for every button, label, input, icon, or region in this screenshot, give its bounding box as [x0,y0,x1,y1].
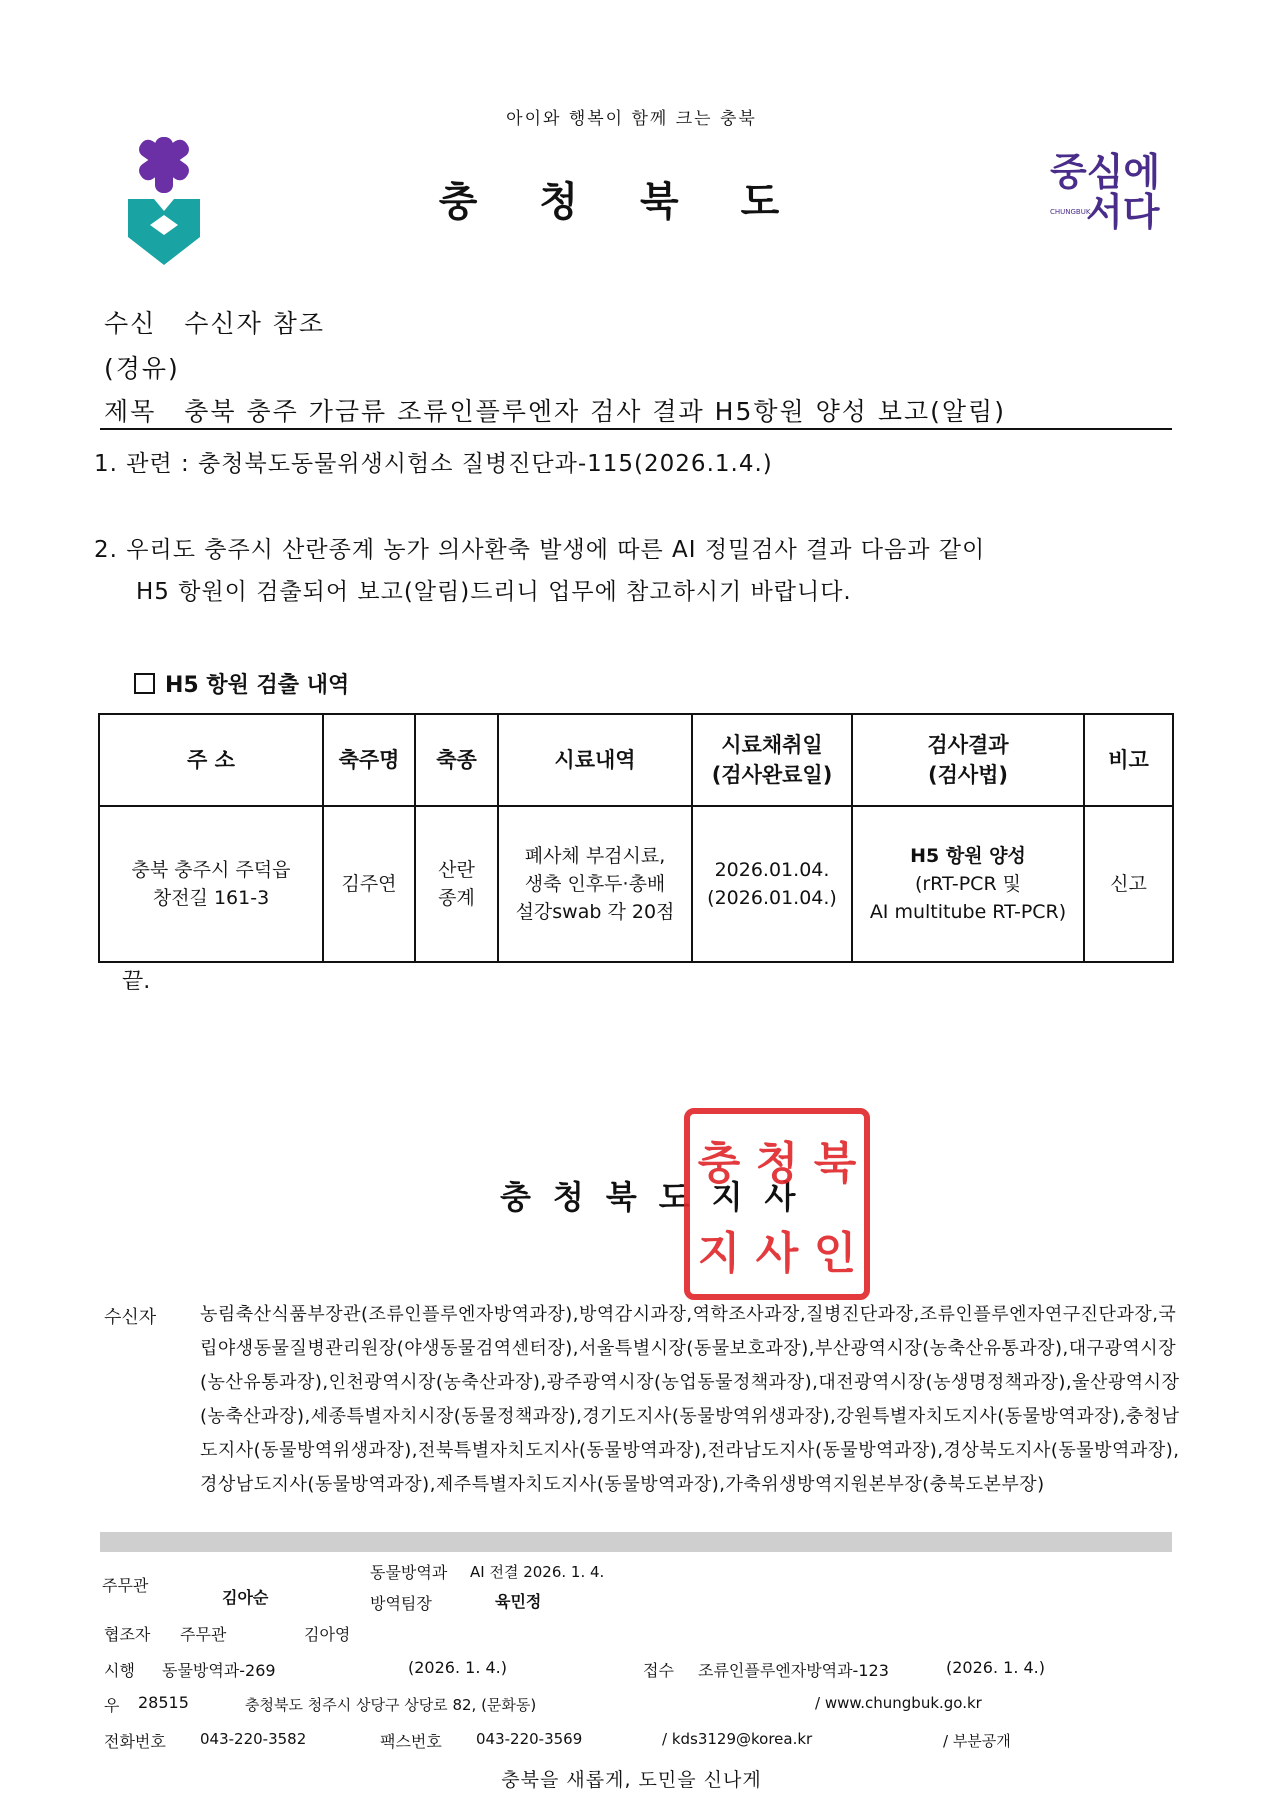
recipient-value: 수신자 참조 [184,309,325,338]
item-2-line1: 2. 우리도 충주시 산란종계 농가 의사환축 발생에 따른 AI 정밀검사 결과 다음과 같이 [94,537,986,563]
chungbuk-emblem-logo [128,137,200,267]
disclosure: / 부분공개 [943,1732,1011,1750]
fax: 043-220-3569 [476,1730,583,1748]
recv-label: 접수 [643,1661,674,1680]
header-date [692,714,852,806]
stamp-char: 지 [697,1228,741,1279]
exec-label: 시행 [104,1661,135,1680]
recv-date: (2026. 1. 4.) [946,1658,1045,1677]
result-line2: (rRT-PCR 및 [914,873,1022,895]
recipients-label: 수신자 [104,1307,157,1328]
header-result [852,714,1084,806]
result-line1: H5 항원 양성 [910,845,1026,867]
section-title [134,668,349,699]
subject-value: 충북 충주 가금류 조류인플루엔자 검사 결과 H5항원 양성 보고(알림) [184,397,1006,426]
dept-label: 동물방역과 [370,1563,448,1582]
header-owner: 축주명 [323,714,415,806]
species-line1: 산란 [438,859,475,881]
cell-sample [498,806,692,962]
sample-line1: 폐사체 부검시료, [524,845,666,867]
coop-name: 김아영 [304,1625,351,1644]
recipient-label: 수신 [104,309,157,338]
date-line2: (2026.01.04.) [707,887,837,909]
recv-value: 조류인플루엔자방역과-123 [698,1661,889,1680]
sample-line3: 설강swab 각 20점 [515,901,675,923]
header-note: 비고 [1084,714,1173,806]
footer-slogan: 충북을 새롭게, 도민을 신나게 [501,1769,762,1791]
slogan-logo [1050,152,1170,248]
fax-label: 팩스번호 [380,1732,442,1751]
species-line2: 종계 [438,887,475,909]
exec-date: (2026. 1. 4.) [408,1658,507,1677]
recipient-line [104,304,325,340]
coop-label: 협조자 [104,1625,151,1644]
stamp-char: 충 [697,1138,741,1189]
header-result-line1: 검사결과 [927,733,1009,757]
via-line: (경유) [104,354,180,383]
signatory-name: 충청북도지사 [500,1178,818,1216]
address-line1: 충북 충주시 주덕읍 [131,859,291,881]
team-name: 육민정 [495,1592,542,1611]
header-date-line2: (검사완료일) [711,763,833,787]
website-link[interactable]: / www.chungbuk.go.kr [815,1694,982,1712]
item-2-line2: H5 항원이 검출되어 보고(알림)드리니 업무에 참고하시기 바랍니다. [136,579,852,605]
address-line2: 창전길 161-3 [152,887,270,909]
header-divider [100,428,1172,430]
ai-approval: AI 전결 2026. 1. 4. [470,1563,605,1581]
cell-owner: 김주연 [323,806,415,962]
team-label: 방역팀장 [370,1594,432,1613]
footer-divider [100,1532,1172,1552]
cell-result [852,806,1084,962]
end-mark: 끝. [122,969,151,994]
recipients-text: 농림축산식품부장관(조류인플루엔자방역과장),방역감시과장,역학조사과장,질병진단과장,조류인플루엔자연구진단과장,국립야생동물질병관리원장(야생동물검역센터장),서울특별시장(동물보호과장),부산광역시장(농축산유통과장),대구광역시장(농산유통과장),인천광역시장(농축산과장),광주광역시장(농업동물정책과장),대전광역시장(농생명정책과장),울산광역시장(농축산과장),세종특별자치시장(동물정책과장),경기도지사(동물방역위생과장),강원특별자치도지사(동물방역과장),충청남도지사(동물방역위생과장),전북특별자치도지사(동물방역과장),전라남도지사(동물방역과장),경상북도지사(동물방역과장),경상남도지사(동물방역과장),제주특별자치도지사(동물방역과장),가축위생방역지원본부장(충북도본부장) [200,1304,1180,1495]
header-species: 축종 [415,714,498,806]
slogan-logo-line1: 중심에 [1050,150,1161,194]
official-seal-stamp [684,1108,870,1300]
header-result-line2: (검사법) [927,763,1009,787]
cell-date [692,806,852,962]
stamp-char: 북 [813,1138,857,1189]
stamp-char: 사 [755,1228,799,1279]
subject-line [104,392,1006,428]
slogan-logo-small: CHUNGBUK [1050,208,1091,216]
header-date-line1: 시료채취일 [721,733,823,757]
coop-role: 주무관 [180,1625,227,1644]
checkbox-square-icon [134,673,155,694]
post-code: 28515 [138,1693,189,1712]
results-table [98,713,1174,963]
email-link[interactable]: / kds3129@korea.kr [662,1730,813,1748]
officer-name: 김아순 [222,1588,269,1607]
post-label: 우 [104,1696,120,1715]
sample-line2: 생축 인후두·총배 [524,873,666,895]
stamp-char: 청 [755,1138,799,1189]
result-line3: AI multitube RT-PCR) [869,901,1067,923]
slogan-logo-line2: 서다 [1086,190,1160,234]
motto: 아이와 행복이 함께 크는 충북 [506,109,757,129]
phone: 043-220-3582 [200,1730,307,1748]
section-title-text: H5 항원 검출 내역 [165,673,350,698]
stamp-char: 인 [813,1228,857,1279]
address: 충청북도 청주시 상당구 상당로 82, (문화동) [245,1696,537,1714]
phone-label: 전화번호 [104,1732,166,1751]
cell-note: 신고 [1084,806,1173,962]
header-address: 주 소 [99,714,323,806]
item-1: 1. 관련 : 충청북도동물위생시험소 질병진단과-115(2026.1.4.) [94,451,773,477]
table-row [99,806,1173,962]
date-line1: 2026.01.04. [714,859,830,881]
table-header-row [99,714,1173,806]
cell-address [99,806,323,962]
officer-label: 주무관 [102,1576,149,1595]
header-sample: 시료내역 [498,714,692,806]
org-name: 충청북도 [438,179,842,225]
exec-value: 동물방역과-269 [162,1661,276,1680]
cell-species [415,806,498,962]
subject-label: 제목 [104,397,157,426]
